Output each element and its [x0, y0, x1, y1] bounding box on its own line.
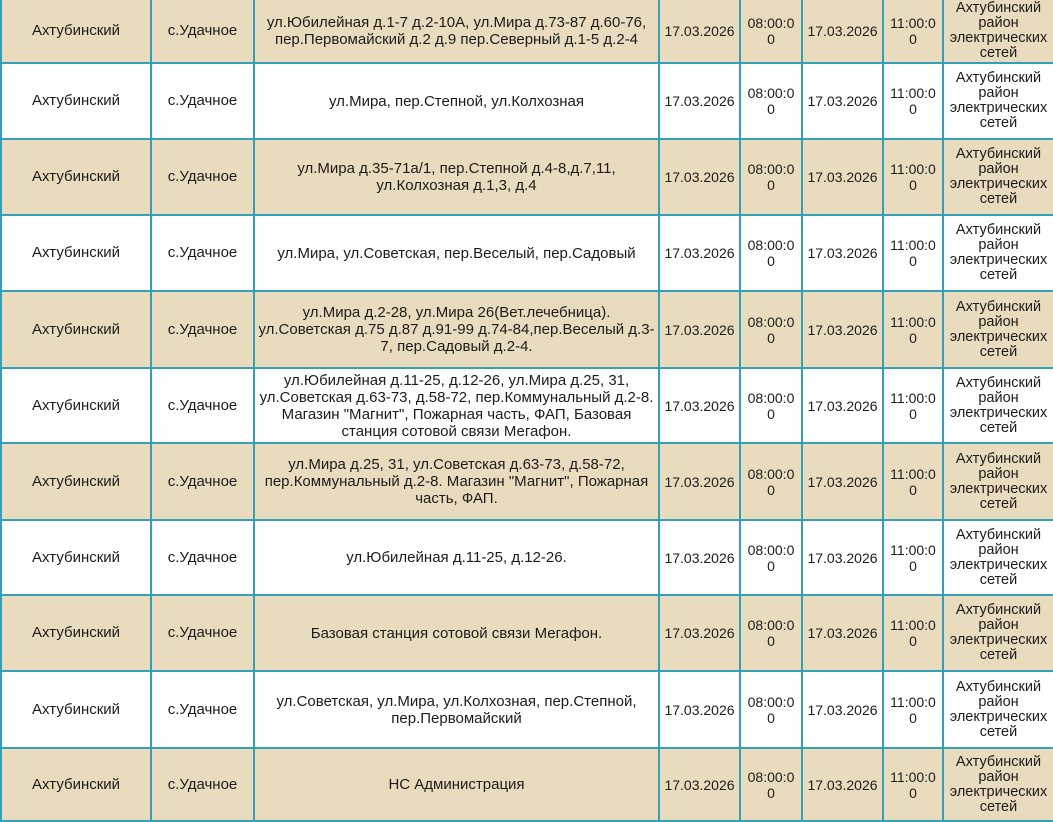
- district-cell: Ахтубинский: [1, 291, 151, 368]
- start-time-cell: 08:00:00: [740, 0, 802, 63]
- addresses-cell: ул.Юбилейная д.11-25, д.12-26.: [254, 520, 659, 595]
- organization-cell: Ахтубинский район электрических сетей: [943, 443, 1053, 520]
- start-date-cell: 17.03.2026: [659, 520, 740, 595]
- start-date-cell: 17.03.2026: [659, 748, 740, 821]
- start-date-cell: 17.03.2026: [659, 215, 740, 291]
- settlement-cell: с.Удачное: [151, 0, 254, 63]
- end-time-cell: 11:00:00: [883, 291, 943, 368]
- district-cell: Ахтубинский: [1, 520, 151, 595]
- settlement-cell: с.Удачное: [151, 443, 254, 520]
- settlement-cell: с.Удачное: [151, 368, 254, 443]
- start-date-cell: 17.03.2026: [659, 595, 740, 671]
- table-body: [1, 0, 1053, 821]
- addresses-cell: ул.Юбилейная д.11-25, д.12-26, ул.Мира д.25, 31, ул.Советская д.63-73, д.58-72, пер.Коммунальный д.2-8. Магазин "Магнит", Пожарная часть, ФАП, Базовая станция сотовой связи Мегафон.: [254, 368, 659, 443]
- end-time-cell: 11:00:00: [883, 520, 943, 595]
- table-row: [1, 215, 1053, 291]
- start-date-cell: 17.03.2026: [659, 291, 740, 368]
- settlement-cell: с.Удачное: [151, 520, 254, 595]
- organization-cell: Ахтубинский район электрических сетей: [943, 368, 1053, 443]
- district-cell: Ахтубинский: [1, 595, 151, 671]
- end-date-cell: 17.03.2026: [802, 215, 883, 291]
- end-time-cell: 11:00:00: [883, 139, 943, 215]
- end-date-cell: 17.03.2026: [802, 748, 883, 821]
- organization-cell: Ахтубинский район электрических сетей: [943, 215, 1053, 291]
- addresses-cell: ул.Мира, пер.Степной, ул.Колхозная: [254, 63, 659, 139]
- end-date-cell: 17.03.2026: [802, 139, 883, 215]
- end-date-cell: 17.03.2026: [802, 443, 883, 520]
- table-row: [1, 63, 1053, 139]
- organization-cell: Ахтубинский район электрических сетей: [943, 748, 1053, 821]
- organization-cell: Ахтубинский район электрических сетей: [943, 671, 1053, 748]
- table-row: [1, 595, 1053, 671]
- addresses-cell: ул.Советская, ул.Мира, ул.Колхозная, пер.Степной, пер.Первомайский: [254, 671, 659, 748]
- organization-cell: Ахтубинский район электрических сетей: [943, 63, 1053, 139]
- settlement-cell: с.Удачное: [151, 291, 254, 368]
- start-time-cell: 08:00:00: [740, 215, 802, 291]
- end-time-cell: 11:00:00: [883, 63, 943, 139]
- start-time-cell: 08:00:00: [740, 443, 802, 520]
- organization-cell: Ахтубинский район электрических сетей: [943, 291, 1053, 368]
- settlement-cell: с.Удачное: [151, 748, 254, 821]
- end-date-cell: 17.03.2026: [802, 368, 883, 443]
- table-row: [1, 291, 1053, 368]
- district-cell: Ахтубинский: [1, 63, 151, 139]
- end-time-cell: 11:00:00: [883, 443, 943, 520]
- start-date-cell: 17.03.2026: [659, 368, 740, 443]
- addresses-cell: ул.Юбилейная д.1-7 д.2-10А, ул.Мира д.73-87 д.60-76, пер.Первомайский д.2 д.9 пер.Северный д.1-5 д.2-4: [254, 0, 659, 63]
- district-cell: Ахтубинский: [1, 368, 151, 443]
- district-cell: Ахтубинский: [1, 748, 151, 821]
- settlement-cell: с.Удачное: [151, 671, 254, 748]
- end-time-cell: 11:00:00: [883, 0, 943, 63]
- district-cell: Ахтубинский: [1, 0, 151, 63]
- district-cell: Ахтубинский: [1, 671, 151, 748]
- table-row: [1, 520, 1053, 595]
- start-time-cell: 08:00:00: [740, 368, 802, 443]
- organization-cell: Ахтубинский район электрических сетей: [943, 595, 1053, 671]
- addresses-cell: ул.Мира д.2-28, ул.Мира 26(Вет.лечебница). ул.Советская д.75 д.87 д.91-99 д.74-84,пер.Веселый д.3-7, пер.Садовый д.2-4.: [254, 291, 659, 368]
- settlement-cell: с.Удачное: [151, 215, 254, 291]
- end-date-cell: 17.03.2026: [802, 0, 883, 63]
- settlement-cell: с.Удачное: [151, 595, 254, 671]
- end-time-cell: 11:00:00: [883, 748, 943, 821]
- end-date-cell: 17.03.2026: [802, 671, 883, 748]
- table-row: [1, 0, 1053, 63]
- end-date-cell: 17.03.2026: [802, 291, 883, 368]
- start-date-cell: 17.03.2026: [659, 443, 740, 520]
- start-time-cell: 08:00:00: [740, 748, 802, 821]
- table-row: [1, 748, 1053, 821]
- end-date-cell: 17.03.2026: [802, 63, 883, 139]
- start-time-cell: 08:00:00: [740, 291, 802, 368]
- addresses-cell: ул.Мира д.25, 31, ул.Советская д.63-73, д.58-72, пер.Коммунальный д.2-8. Магазин "Магнит", Пожарная часть, ФАП.: [254, 443, 659, 520]
- table-row: [1, 368, 1053, 443]
- start-date-cell: 17.03.2026: [659, 671, 740, 748]
- settlement-cell: с.Удачное: [151, 63, 254, 139]
- start-time-cell: 08:00:00: [740, 63, 802, 139]
- start-time-cell: 08:00:00: [740, 671, 802, 748]
- end-time-cell: 11:00:00: [883, 671, 943, 748]
- organization-cell: Ахтубинский район электрических сетей: [943, 139, 1053, 215]
- addresses-cell: ул.Мира, ул.Советская, пер.Веселый, пер.Садовый: [254, 215, 659, 291]
- start-time-cell: 08:00:00: [740, 139, 802, 215]
- addresses-cell: НС Администрация: [254, 748, 659, 821]
- end-date-cell: 17.03.2026: [802, 595, 883, 671]
- table-row: [1, 671, 1053, 748]
- addresses-cell: Базовая станция сотовой связи Мегафон.: [254, 595, 659, 671]
- settlement-cell: с.Удачное: [151, 139, 254, 215]
- start-date-cell: 17.03.2026: [659, 139, 740, 215]
- start-date-cell: 17.03.2026: [659, 63, 740, 139]
- table-row: [1, 443, 1053, 520]
- addresses-cell: ул.Мира д.35-71а/1, пер.Степной д.4-8,д.7,11, ул.Колхозная д.1,3, д.4: [254, 139, 659, 215]
- end-date-cell: 17.03.2026: [802, 520, 883, 595]
- start-time-cell: 08:00:00: [740, 520, 802, 595]
- organization-cell: Ахтубинский район электрических сетей: [943, 0, 1053, 63]
- district-cell: Ахтубинский: [1, 215, 151, 291]
- organization-cell: Ахтубинский район электрических сетей: [943, 520, 1053, 595]
- start-time-cell: 08:00:00: [740, 595, 802, 671]
- end-time-cell: 11:00:00: [883, 215, 943, 291]
- district-cell: Ахтубинский: [1, 139, 151, 215]
- end-time-cell: 11:00:00: [883, 595, 943, 671]
- district-cell: Ахтубинский: [1, 443, 151, 520]
- end-time-cell: 11:00:00: [883, 368, 943, 443]
- table-row: [1, 139, 1053, 215]
- start-date-cell: 17.03.2026: [659, 0, 740, 63]
